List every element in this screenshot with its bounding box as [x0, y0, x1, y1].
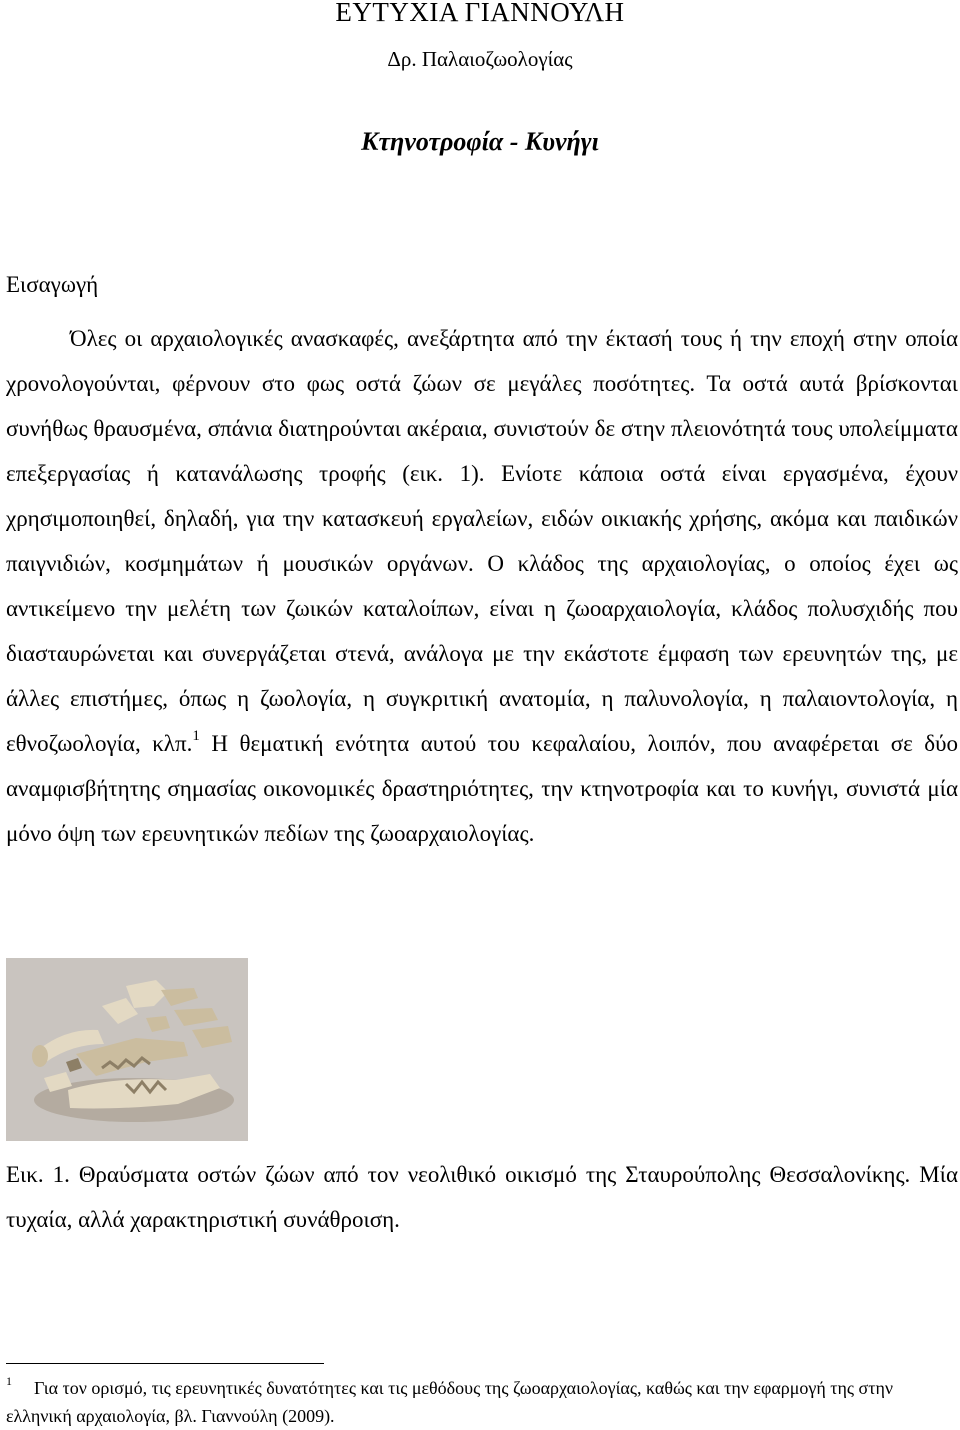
- footnote-reference[interactable]: 1: [192, 728, 200, 744]
- footnote-marker: 1: [6, 1374, 12, 1388]
- footnote: [6, 1374, 946, 1430]
- author-affiliation: Δρ. Παλαιοζωολογίας: [387, 47, 573, 71]
- bone-fragments-illustration: [6, 958, 248, 1141]
- section-heading: Εισαγωγή: [6, 272, 99, 297]
- chapter-title: Κτηνοτροφία - Κυνήγι: [361, 127, 599, 156]
- intro-paragraph-part2: Η θεματική ενότητα αυτού του κεφαλαίου, λοιπόν, που αναφέρεται σε δύο αναμφισβήτητης σημασίας οικονομικές δραστηριότητες, την κτηνοτροφία και το κυνήγι, συνιστά μία μόνο όψη των ερευνητικών πεδίων της ζωοαρχαιολογίας.: [6, 731, 958, 846]
- author-name: ΕΥΤΥΧΙΑ ΓΙΑΝΝΟΥΛΗ: [335, 0, 625, 27]
- footnote-text: Για τον ορισμό, τις ερευνητικές δυνατότητες και τις μεθόδους της ζωοαρχαιολογίας, καθώς και την εφαρμογή της στην ελληνική αρχαιολογία, βλ. Γιαννούλη (2009).: [6, 1378, 894, 1426]
- bone-fragments-photo: [6, 958, 248, 1141]
- footnote-separator: [6, 1363, 324, 1364]
- intro-paragraph-part1: Όλες οι αρχαιολογικές ανασκαφές, ανεξάρτητα από την έκτασή τους ή την εποχή στην οποία χρονολογούνται, φέρνουν στο φως οστά ζώων σε μεγάλες ποσότητες. Τα οστά αυτά βρίσκονται συνήθως θραυσμένα, σπάνια διατηρούνται ακέραια, συνιστούν δε στην πλειονότητά τους υπολείμματα επεξεργασίας ή κατανάλωσης τροφής (εικ. 1). Ενίοτε κάποια οστά είναι εργασμένα, έχουν χρησιμοποιηθεί, δηλαδή, για την κατασκευή εργαλείων, ειδών οικιακής χρήσης, ακόμα και παιδικών παιγνιδιών, κοσμημάτων ή μουσικών οργάνων. Ο κλάδος της αρχαιολογίας, ο οποίος έχει ως αντικείμενο την μελέτη των ζωικών καταλοίπων, είναι η ζωοαρχαιολογία, κλάδος πολυσχιδής που διασταυρώνεται και συνεργάζεται στενά, ανάλογα με την εκάστοτε έμφαση των ερευνητών της, με άλλες επιστήμες, όπως η ζωολογία, η συγκριτική ανατομία, η παλυνολογία, η παλαιοντολογία, η εθνοζωολογία, κλπ.: [6, 326, 958, 756]
- intro-paragraph: [6, 316, 958, 856]
- figure-caption: Εικ. 1. Θραύσματα οστών ζώων από τον νεολιθικό οικισμό της Σταυρούπολης Θεσσαλονίκης. Μία τυχαία, αλλά χαρακτηριστική συνάθροιση.: [6, 1162, 958, 1232]
